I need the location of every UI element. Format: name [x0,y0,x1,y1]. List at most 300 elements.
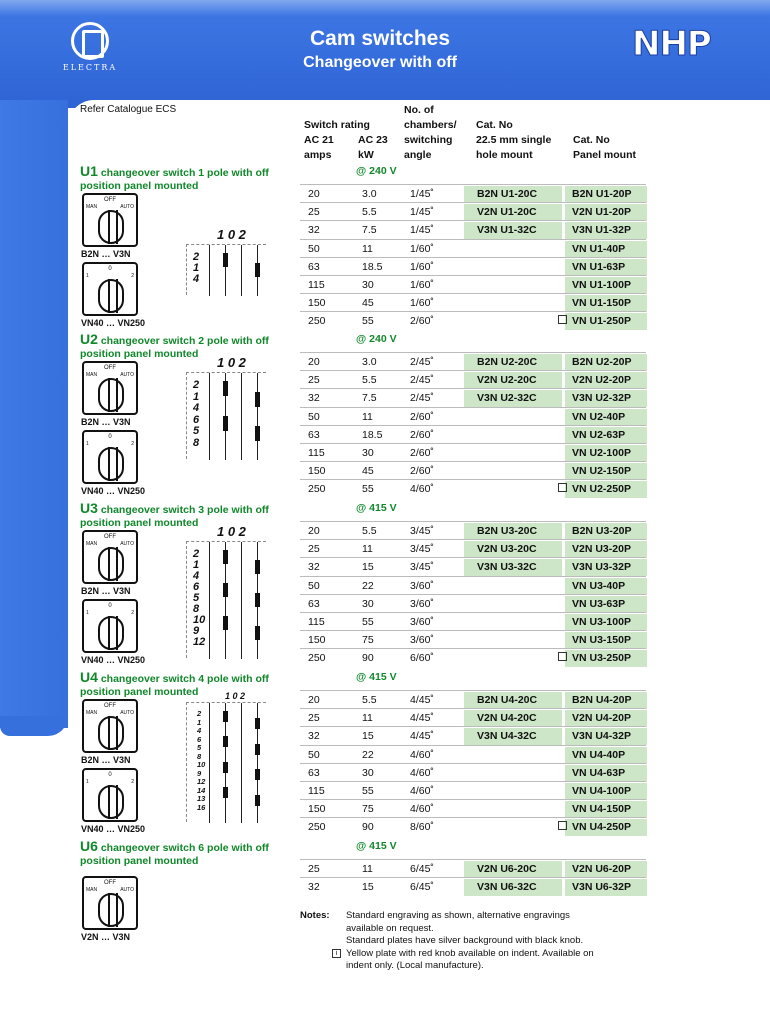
rating-amps: 50 [308,748,320,761]
rating-amps: 115 [308,279,325,291]
off-label: OFF [104,880,116,886]
right-label: 2 [131,273,134,279]
left-label: 1 [86,779,89,785]
catno-hole: V3N U2-32C [477,392,537,405]
knob-icon [98,279,124,313]
terminal-number: 2 [197,709,202,718]
rating-amps: 25 [308,863,320,875]
rating-amps: 250 [308,652,326,665]
voltage-label: @ 240 V [356,333,397,345]
catno-panel: VN U4-150P [572,803,631,816]
knob-icon [98,547,124,581]
terminal-number: 6 [193,413,200,426]
left-label: MAN [86,887,98,893]
table-row [300,239,646,257]
rating-kw: 18.5 [362,260,383,273]
switch-range-label: B2N … V3N [81,417,131,427]
rating-amps: 32 [308,224,320,237]
section-code: U2 [80,331,98,347]
section-title-u4 [80,671,290,699]
chambers-angle: 2/60˚ [410,410,434,423]
section-desc: changeover switch 6 pole with off position panel mounted [80,842,269,867]
rating-kw: 7.5 [362,224,377,237]
section-code: U6 [80,838,98,854]
rating-kw: 11 [362,863,373,875]
catno-panel: VN U4-100P [572,785,631,797]
diagram-line [209,703,210,823]
contact-block [255,744,260,755]
chambers-angle: 6/45˚ [410,881,434,894]
catno-panel: V3N U3-32P [572,561,631,574]
terminal-number: 5 [193,592,200,604]
terminal-number: 5 [193,425,200,437]
catno-panel: V2N U6-20P [572,863,631,875]
terminal-number: 2 [193,548,200,560]
rating-amps: 250 [308,483,326,496]
terminal-number: 14 [197,785,206,795]
wiring-diagram [186,227,266,295]
terminal-number: 8 [197,751,202,761]
catno-panel: B2N U3-20P [572,525,632,537]
col-header-ac21: Switch rating AC 21 amps [304,119,370,161]
info-icon [558,821,567,830]
contact-block [255,263,260,277]
catno-hole: V2N U4-20C [477,712,537,725]
terminal-number: 8 [193,436,200,449]
note-1: Standard engraving as shown, alternative engravings available on request. [346,910,570,934]
table-row [300,479,646,497]
terminal-number: 5 [197,743,202,752]
rating-amps: 63 [308,597,320,610]
rating-kw: 15 [362,730,374,743]
wiring-diagram [186,691,266,822]
section-desc: changeover switch 3 pole with off position panel mounted [80,504,269,529]
col-header-catno-panel: Cat. No Panel mount [573,134,637,161]
chambers-angle: 2/60˚ [410,465,434,478]
voltage-label: @ 415 V [356,840,397,852]
catno-panel: VN U4-63P [572,766,626,779]
chambers-angle: 6/45˚ [410,863,434,875]
table-row [300,877,646,895]
terminal-number: 10 [197,760,206,769]
switch-plate-a [82,193,138,247]
table-row [300,576,646,594]
catno-hole: V2N U2-20C [477,374,537,387]
contact-block [223,416,228,431]
contact-block [255,769,260,780]
contact-block [223,616,228,630]
right-label: 2 [131,779,134,785]
off-label: 0 [108,772,112,778]
catno-panel: V3N U4-32P [572,730,631,743]
switch-range-label: VN40 … VN250 [81,318,146,328]
terminal-number: 4 [193,570,200,582]
chambers-angle: 1/60˚ [410,279,434,291]
left-label: MAN [86,204,98,210]
diagram-header: 1 0 2 [225,691,246,701]
chambers-angle: 6/60˚ [410,652,434,665]
terminal-number: 12 [193,636,206,648]
catno-hole: V3N U1-32C [477,224,537,237]
section-code: U3 [80,500,98,516]
left-label: 1 [86,273,89,279]
switch-plate-a [82,876,138,930]
info-icon [558,483,567,492]
rating-kw: 5.5 [362,525,377,537]
chambers-angle: 4/60˚ [410,748,434,761]
rating-kw: 11 [362,242,373,255]
catno-hole: V3N U3-32C [477,561,537,574]
rating-kw: 15 [362,561,374,574]
page-title: Cam switches [309,27,451,50]
switch-plate-a [82,530,138,584]
table-row [300,220,646,238]
catno-panel: B2N U2-20P [572,356,632,368]
table-row [300,461,646,479]
catno-panel: VN U3-63P [572,597,626,610]
chambers-angle: 1/45˚ [410,224,434,237]
catno-panel: VN U4-250P [572,821,631,834]
terminal-number: 16 [197,802,206,812]
switch-plate-b [82,262,138,316]
diagram-line [241,542,242,659]
rating-amps: 115 [308,785,325,797]
section-title-u2 [80,333,290,361]
chambers-angle: 2/60˚ [410,447,434,459]
chambers-angle: 3/60˚ [410,579,434,592]
switch-range-label: B2N … V3N [81,249,131,259]
diagram-line [209,373,210,460]
info-icon: i [332,949,341,958]
right-label: AUTO [120,887,134,893]
side-band [0,100,68,728]
catno-hole: V3N U6-32C [477,881,537,894]
info-icon [558,652,567,661]
chambers-angle: 3/45˚ [410,561,434,574]
table-row [300,407,646,425]
rating-amps: 20 [308,525,320,537]
terminal-number: 1 [193,390,200,403]
chambers-angle: 1/60˚ [410,260,434,273]
catno-panel: V2N U3-20P [572,543,631,556]
terminal-number: 4 [193,402,200,414]
knob-icon [98,210,124,244]
knob-icon [98,893,124,927]
rating-amps: 150 [308,634,326,647]
switch-range-label: VN40 … VN250 [81,655,146,665]
section-code: U4 [80,669,98,685]
catno-hole: B2N U1-20C [477,188,538,200]
rating-kw: 55 [362,785,374,797]
terminal-number: 1 [193,262,200,274]
chambers-angle: 1/45˚ [410,188,434,200]
catno-hole: V2N U6-20C [477,863,537,875]
diagram-line [241,373,242,460]
rating-amps: 20 [308,694,320,706]
catno-panel: VN U3-250P [572,652,631,665]
info-icon [558,315,567,324]
contact-block [223,381,228,396]
catalogue-reference: Refer Catalogue ECS [80,104,177,115]
contact-block [255,626,260,640]
chambers-angle: 4/60˚ [410,785,434,797]
contact-block [223,583,228,597]
rating-kw: 15 [362,881,374,894]
voltage-label: @ 240 V [356,165,397,177]
off-label: 0 [108,434,112,440]
diagram-line [241,703,242,823]
table-row [300,257,646,275]
table-row [300,202,646,220]
knob-icon [98,785,124,819]
right-label: AUTO [120,372,134,378]
note-2: Standard plates have silver background with black knob. [346,935,584,946]
right-label: 2 [131,610,134,616]
chambers-angle: 8/60˚ [410,821,434,834]
rating-kw: 75 [362,634,374,647]
table-row [300,690,646,708]
rating-kw: 5.5 [362,694,377,706]
table-row [300,352,646,370]
switch-range-label: VN40 … VN250 [81,486,146,496]
diagram-line [241,245,242,296]
catno-panel: V2N U4-20P [572,712,631,725]
table-row [300,521,646,539]
chambers-angle: 1/45˚ [410,206,434,219]
table-row [300,781,646,799]
catno-hole: V2N U1-20C [477,206,537,219]
rating-amps: 20 [308,356,320,368]
catno-panel: VN U2-250P [572,483,631,496]
catno-panel: V2N U1-20P [572,206,631,219]
rating-amps: 32 [308,881,320,894]
section-desc: changeover switch 4 pole with off position panel mounted [80,673,269,698]
switch-plate-a [82,699,138,753]
rating-amps: 63 [308,260,320,273]
contact-block [255,718,260,729]
left-label: 1 [86,441,89,447]
rating-amps: 32 [308,392,320,405]
switch-range-label: VN40 … VN250 [81,824,146,834]
chambers-angle: 3/45˚ [410,525,434,537]
table-row [300,557,646,575]
rating-amps: 25 [308,543,320,556]
terminal-number: 9 [193,625,200,637]
rating-kw: 3.0 [362,356,377,368]
catno-panel: VN U1-100P [572,279,631,291]
rating-kw: 7.5 [362,392,377,405]
terminal-number: 1 [197,717,202,727]
side-band-end [0,716,68,736]
section-desc: changeover switch 2 pole with off position panel mounted [80,335,269,360]
right-label: AUTO [120,541,134,547]
terminal-number: 12 [197,777,206,786]
chambers-angle: 3/60˚ [410,634,434,647]
rating-kw: 22 [362,579,374,592]
catno-panel: V3N U2-32P [572,392,631,405]
contact-block [255,426,260,441]
rating-kw: 90 [362,821,374,834]
contact-block [255,560,260,574]
rating-amps: 25 [308,374,320,387]
section-title-u6 [80,840,290,868]
contact-block [223,762,228,773]
rating-amps: 25 [308,206,320,219]
contact-block [223,736,228,747]
voltage-label: @ 415 V [356,671,397,683]
rating-amps: 115 [308,447,325,459]
diagram-line [209,245,210,296]
table-row [300,859,646,877]
rating-amps: 115 [308,616,325,628]
terminal-number: 2 [193,379,200,391]
rating-amps: 50 [308,242,320,255]
chambers-angle: 2/45˚ [410,392,434,405]
chambers-angle: 3/60˚ [410,597,434,610]
terminal-number: 2 [193,251,200,263]
rating-kw: 18.5 [362,428,383,441]
section-code: U1 [80,163,98,179]
rating-kw: 30 [362,279,374,291]
rating-amps: 150 [308,297,326,310]
right-label: AUTO [120,204,134,210]
electra-logo: ELECTRA [60,22,120,74]
diagram-header: 1 0 2 [217,227,246,242]
chambers-angle: 1/60˚ [410,297,434,310]
right-label: AUTO [120,710,134,716]
terminal-number: 9 [197,768,202,778]
rating-kw: 90 [362,652,374,665]
rating-amps: 25 [308,712,320,725]
table-row [300,594,646,612]
catno-panel: B2N U4-20P [572,694,632,706]
diagram-line [209,542,210,659]
rating-kw: 5.5 [362,206,377,219]
catno-panel: VN U4-40P [572,748,626,761]
left-label: MAN [86,372,98,378]
rating-amps: 150 [308,465,326,478]
catno-panel: VN U2-40P [572,410,626,423]
notes-label: Notes: [300,910,330,921]
chambers-angle: 4/45˚ [410,730,434,743]
chambers-angle: 4/60˚ [410,483,434,496]
table-row [300,648,646,666]
catno-panel: VN U2-150P [572,465,631,478]
table-row [300,708,646,726]
table-row [300,275,646,293]
table-row [300,539,646,557]
rating-kw: 75 [362,803,374,816]
terminal-number: 10 [193,614,206,626]
knob-icon [98,378,124,412]
contact-block [223,253,228,267]
rating-amps: 20 [308,188,320,200]
catno-panel: VN U1-40P [572,242,626,255]
terminal-number: 1 [193,559,200,571]
off-label: OFF [104,534,116,540]
catno-panel: VN U2-100P [572,447,631,459]
rating-kw: 5.5 [362,374,377,387]
chambers-angle: 2/45˚ [410,374,434,387]
col-header-ac23: AC 23 kW [358,134,388,161]
rating-kw: 30 [362,597,374,610]
chambers-angle: 3/60˚ [410,616,434,628]
catno-hole: V2N U3-20C [477,543,537,556]
contact-block [255,593,260,607]
chambers-angle: 2/60˚ [410,428,434,441]
table-row [300,726,646,744]
off-label: OFF [104,197,116,203]
catno-hole: B2N U4-20C [477,694,538,706]
col-header-catno-hole: Cat. No 22.5 mm single hole mount [476,119,552,161]
rating-amps: 32 [308,561,320,574]
table-row [300,630,646,648]
catno-hole: V3N U4-32C [477,730,537,743]
contact-block [255,392,260,407]
switch-plate-b [82,768,138,822]
col-header-chambers: No. of chambers/ switching angle [404,104,457,161]
left-label: MAN [86,710,98,716]
section-title-u3 [80,502,290,530]
rating-kw: 45 [362,465,374,478]
chambers-angle: 2/60˚ [410,315,434,328]
chambers-angle: 1/60˚ [410,242,434,255]
voltage-label: @ 415 V [356,502,397,514]
switch-range-label: V2N … V3N [81,932,131,942]
catno-panel: VN U3-100P [572,616,631,628]
rating-kw: 11 [362,410,373,423]
page-subtitle: Changeover with off [303,54,457,71]
switch-range-label: B2N … V3N [81,755,131,765]
rating-kw: 11 [362,543,373,556]
table-row [300,425,646,443]
table-row [300,388,646,406]
knob-icon [98,447,124,481]
catno-panel: V3N U1-32P [572,224,631,237]
wiring-diagram [186,524,266,658]
switch-plate-b [82,430,138,484]
switch-plate-a [82,361,138,415]
catno-panel: VN U2-63P [572,428,626,441]
off-label: 0 [108,266,112,272]
wiring-diagram [186,355,266,459]
table-row [300,184,646,202]
chambers-angle: 3/45˚ [410,543,434,556]
off-label: 0 [108,603,112,609]
table-row [300,612,646,630]
chambers-angle: 2/45˚ [410,356,434,368]
terminal-number: 4 [193,273,200,285]
chambers-angle: 4/45˚ [410,694,434,706]
nhp-logo: NHP [632,24,711,64]
rating-kw: 55 [362,483,374,496]
contact-block [223,711,228,722]
catno-panel: VN U3-150P [572,634,631,647]
left-label: MAN [86,541,98,547]
catno-panel: VN U1-250P [572,315,631,328]
rating-kw: 55 [362,616,374,628]
catno-panel: V3N U6-32P [572,881,631,894]
table-row [300,311,646,329]
rating-amps: 63 [308,766,320,779]
table-row [300,799,646,817]
left-label: 1 [86,610,89,616]
rating-amps: 50 [308,579,320,592]
rating-kw: 30 [362,766,374,779]
switch-plate-b [82,599,138,653]
contact-block [255,795,260,806]
table-row [300,293,646,311]
